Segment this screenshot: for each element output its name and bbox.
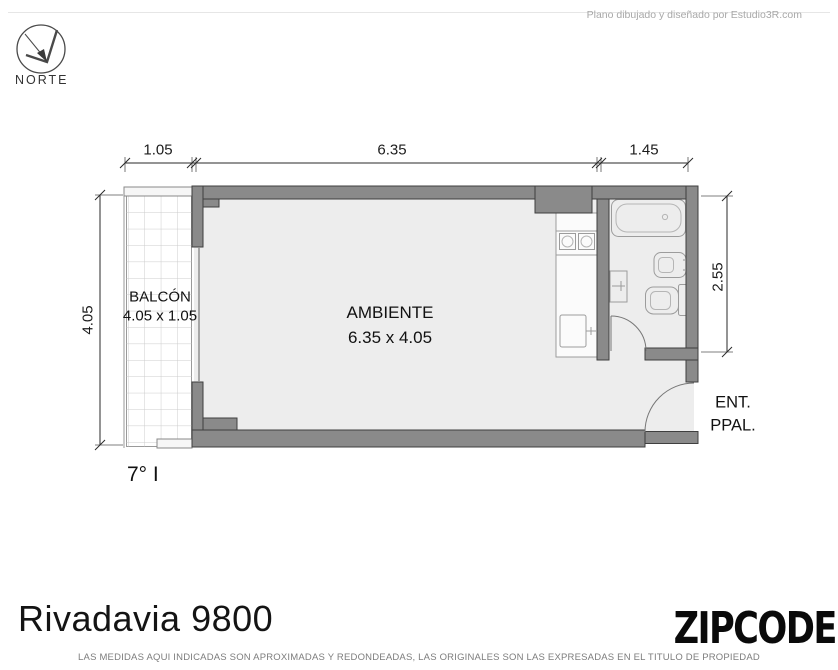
dim-label-bath-width: 1.45 [629,141,659,159]
wall-pier-foot [203,418,237,430]
entrance-label-line1: ENT. [715,393,751,412]
entry-door-leaf [645,432,698,444]
address-title: Rivadavia 9800 [18,598,274,639]
wall-bathroom-left [597,199,609,360]
wall-bottom [192,430,645,447]
wall-step [203,199,219,207]
wall-kitchen-pier [535,186,592,213]
balcony-size-label: 4.05 x 1.05 [122,307,198,325]
dim-label-balcony-width: 1.05 [143,141,173,159]
dimension-top [120,157,693,172]
kitchen-counter [556,213,597,357]
main-room-size-label: 6.35 x 4.05 [347,328,433,347]
disclaimer-text: LAS MEDIDAS AQUI INDICADAS SON APROXIMADAS Y REDONDEADAS, LAS ORIGINALES SON LAS EXPRESADAS EN EL TITULO DE PROPIEDAD [78,652,760,663]
dim-label-right-height: 2.55 [709,262,727,292]
counter-outline [556,213,597,357]
floor-unit-label: 7° I [127,463,159,486]
entrance-label-line2: PPAL. [710,416,756,435]
north-label: NORTE [15,73,69,87]
dim-label-main-width: 6.35 [377,141,407,159]
dim-label-left-height: 4.05 [79,305,97,335]
wall-top [192,186,698,199]
main-room-name-label: AMBIENTE [346,303,434,322]
wall-bathroom-bottom [645,348,698,360]
balcony-name-label: BALCÓN [129,288,191,306]
zipcode-logo: ZIPCODE [673,603,836,654]
balcony-bottom-sill [157,439,192,448]
wall-pier-top-left [192,186,203,247]
dimension-left [95,190,123,450]
wall-pier-bottom-left [192,382,203,430]
balcony-top-sill [124,187,192,196]
credit-text: Plano dibujado y diseñado por Estudio3R.com [586,9,802,21]
